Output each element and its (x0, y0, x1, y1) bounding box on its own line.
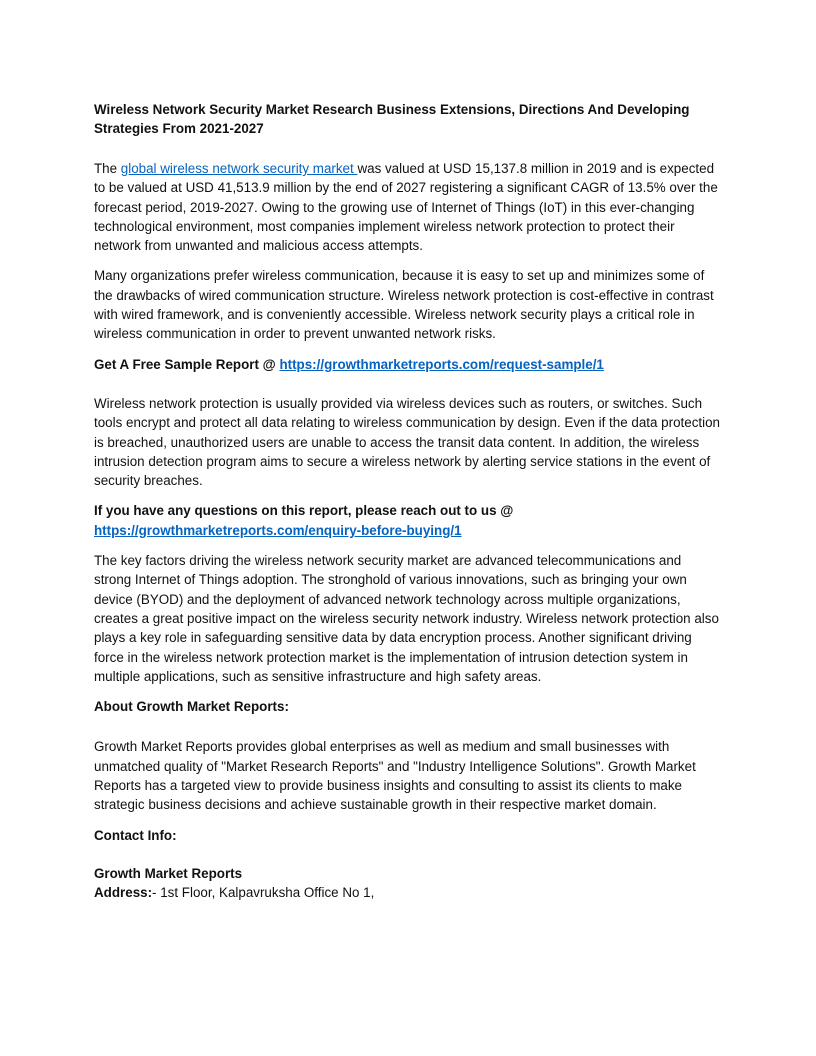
paragraph-4: The key factors driving the wireless network security market are advanced telecommunications and strong Internet of Things adoption. The stronghold of various innovations, such as bringing your own device (BYOD) and the deployment of advanced network technology across multiple organizations, creates a great positive impact on the wireless security network industry. Wireless network protection also plays a key role in safeguarding sensitive data by data encryption process. Another significant driving force in the wireless network protection market is the implementation of intrusion detection system in multiple applications, such as sensitive infrastructure and high safety areas. (94, 553, 719, 684)
document-body (94, 100, 722, 903)
intro-paragraph (94, 159, 722, 255)
contact-heading: Contact Info: (94, 827, 177, 843)
intro-suffix: was valued at USD 15,137.8 million in 2019 and is expected to be valued at USD 41,513.9 million by the end of 2027 registering a significant CAGR of 13.5% over the forecast period, 2019-2027. Owing to the growing use of Internet of Things (IoT) in this ever-changing technological environment, most companies implement wireless network protection to protect their network from unwanted and malicious access attempts. (94, 161, 718, 254)
about-heading: About Growth Market Reports: (94, 699, 289, 715)
sample-report-label: Get A Free Sample Report @ (94, 356, 280, 372)
sample-report-line (94, 355, 722, 374)
page-title: Wireless Network Security Market Research Business Extensions, Directions And Developing Strategies From 2021-2027 (94, 102, 690, 136)
address-value: - 1st Floor, Kalpavruksha Office No 1, (152, 885, 375, 901)
about-body: Growth Market Reports provides global enterprises as well as medium and small businesses with unmatched quality of "Market Research Reports" and "Industry Intelligence Solutions". Growth Market Reports has a targeted view to provide business insights and consulting to assist its clients to make strategic business decisions and achieve sustainable growth in their respective market domain. (94, 739, 696, 813)
enquiry-line (94, 501, 722, 540)
enquiry-link[interactable]: https://growthmarketreports.com/enquiry-before-buying/1 (94, 522, 462, 538)
paragraph-3: Wireless network protection is usually provided via wireless devices such as routers, or switches. Such tools encrypt and protect all data relating to wireless communication by design. Even if the data protection is breached, unauthorized users are unable to access the transit data content. In addition, the wireless intrusion detection program aims to secure a wireless network by alerting service stations in the event of security breaches. (94, 395, 720, 489)
address-line (94, 883, 722, 902)
intro-prefix: The (94, 161, 121, 176)
address-label: Address: (94, 885, 153, 901)
market-link[interactable]: global wireless network security market (120, 161, 358, 176)
enquiry-label: If you have any questions on this report, please reach out to us @ (94, 503, 514, 519)
sample-report-link[interactable]: https://growthmarketreports.com/request-sample/1 (279, 356, 604, 372)
company-name: Growth Market Reports (94, 865, 243, 881)
paragraph-2: Many organizations prefer wireless communication, because it is easy to set up and minimizes some of the drawbacks of wired communication structure. Wireless network protection is cost-effective in contrast with wired framework, and is conveniently accessible. Wireless network security plays a critical role in wireless communication in order to prevent unwanted network risks. (94, 268, 714, 342)
